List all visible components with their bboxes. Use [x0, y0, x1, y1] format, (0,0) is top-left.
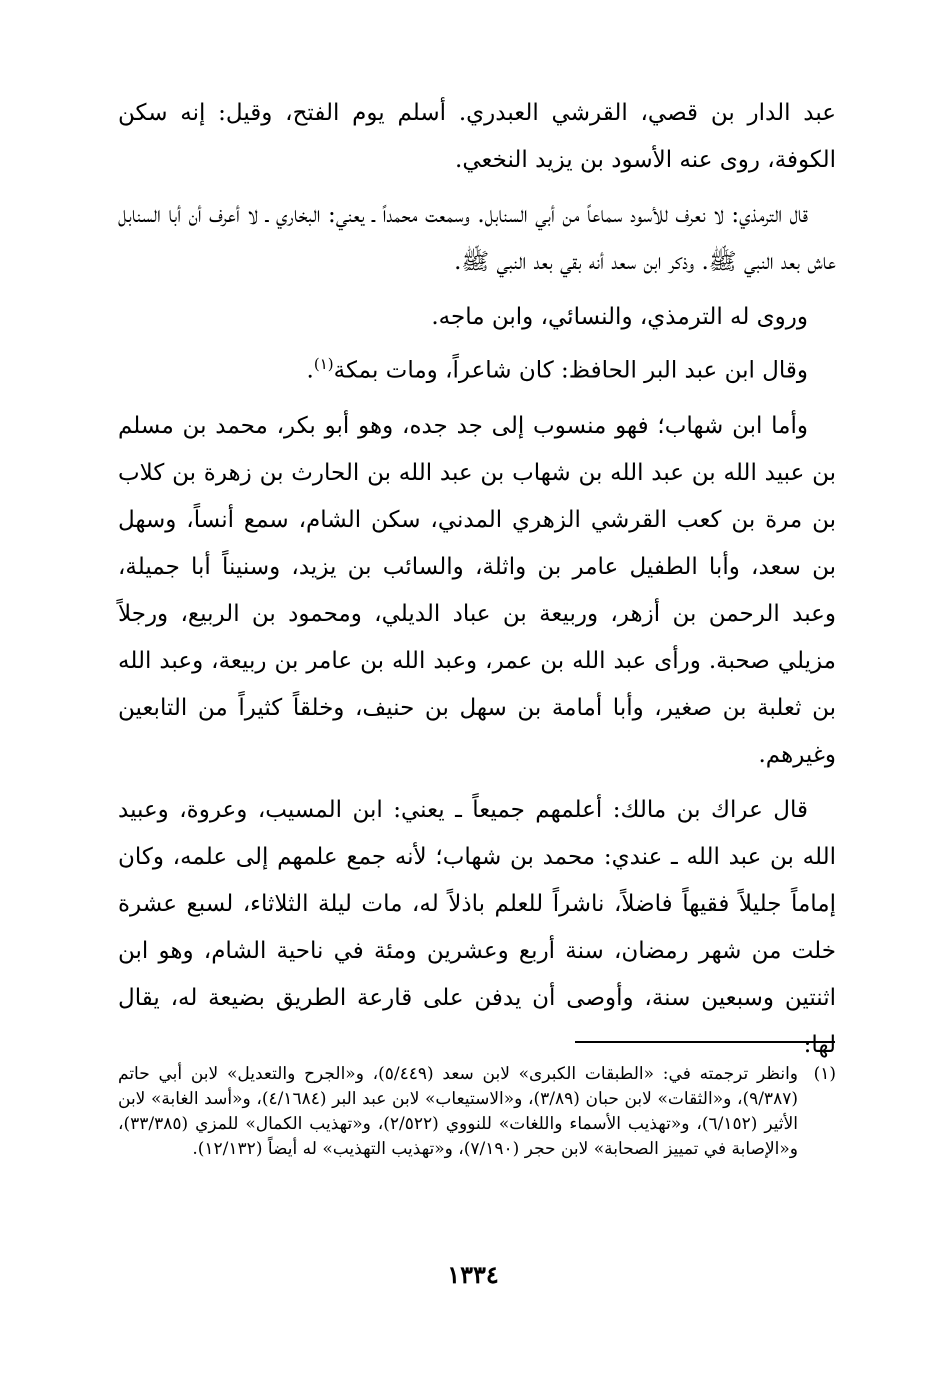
paragraph-4-end: . — [306, 357, 314, 384]
footnote-number: (١) — [813, 1064, 836, 1084]
footnote-reference[interactable]: (١) — [313, 355, 334, 373]
page-number: ١٣٣٤ — [447, 1260, 499, 1289]
footnotes-block — [118, 1062, 836, 1162]
paragraph-3: وروى له الترمذي، والنسائي، وابن ماجه. — [431, 304, 808, 330]
paragraph-6: قال عراك بن مالك: أعلمهم جميعاً ـ يعني: ابن المسيب، وعروة، وعبيد الله بن عبد الله ـ عندي: محمد بن شهاب؛ لأنه جمع علمهم إلى علمه، وكان إماماً جليلاً فقيهاً فاضلاً، ناشراً للعلم باذلاً له، مات ليلة الثلاثاء، لسبع عشرة خلت من شهر رمضان، سنة أربع وعشرين ومئة في ناحية الشام، وهو ابن اثنتين وسبعين سنة، وأوصى أن يدفن على قارعة الطريق بضيعة له، يقال لها: — [118, 796, 837, 1058]
footnote-separator — [575, 1041, 835, 1043]
paragraph-4-text: وقال ابن عبد البر الحافظ: كان شاعراً، ومات بمكة — [333, 357, 808, 384]
paragraph-4 — [118, 341, 836, 395]
footnote-1 — [118, 1062, 836, 1162]
main-text-block — [118, 90, 836, 1069]
paragraph-2: قال الترمذي: لا نعرف للأسود سماعاً من أبي السنابل. وسمعت محمداً ـ يعني: البخاري ـ لا أعرف أن أبا السنابل عاش بعد النبي ﷺ. وذكر ابن سعد أنه بقي بعد النبي ﷺ. — [118, 202, 836, 275]
paragraph-1: عبد الدار بن قصي، القرشي العبدري. أسلم يوم الفتح، وقيل: إنه سكن الكوفة، روى عنه الأسود بن يزيد النخعي. — [118, 100, 836, 173]
paragraph-5: وأما ابن شهاب؛ فهو منسوب إلى جد جده، وهو أبو بكر، محمد بن مسلم بن عبيد الله بن عبد الله بن شهاب بن عبد الله بن الحارث بن زهرة بن كلاب بن مرة بن كعب القرشي الزهري المدني، سكن الشام، سمع أنساً، وسهل بن سعد، وأبا الطفيل عامر بن واثلة، والسائب بن يزيد، وسنيناً أبا جميلة، وعبد الرحمن بن أزهر، وربيعة بن عباد الديلي، ومحمود بن الربيع، ورجلاً مزيلي صحبة. ورأى عبد الله بن عمر، وعبد الله بن عامر بن ربيعة، وعبد الله بن ثعلبة بن صغير، وأبا أمامة بن سهل بن حنيف، وخلقاً كثيراً من التابعين وغيرهم. — [118, 412, 836, 768]
footnote-text: وانظر ترجمته في: «الطبقات الكبرى» لابن سعد (٥/٤٤٩)، و«الجرح والتعديل» لابن أبي حاتم (٩/٣٨٧)، و«الثقات» لابن حبان (٣/٨٩)، و«الاستيعاب» لابن عبد البر (٤/١٦٨٤)، و«أسد الغابة» لابن الأثير (٦/١٥٢)، و«تهذيب الأسماء واللغات» للنووي (٢/٥٢٢)، و«تهذيب الكمال» للمزي (٣٣/٣٨٥)، و«الإصابة في تمييز الصحابة» لابن حجر (٧/١٩٠)، و«تهذيب التهذيب» له أيضاً (١٢/١٣٢). — [118, 1064, 799, 1159]
